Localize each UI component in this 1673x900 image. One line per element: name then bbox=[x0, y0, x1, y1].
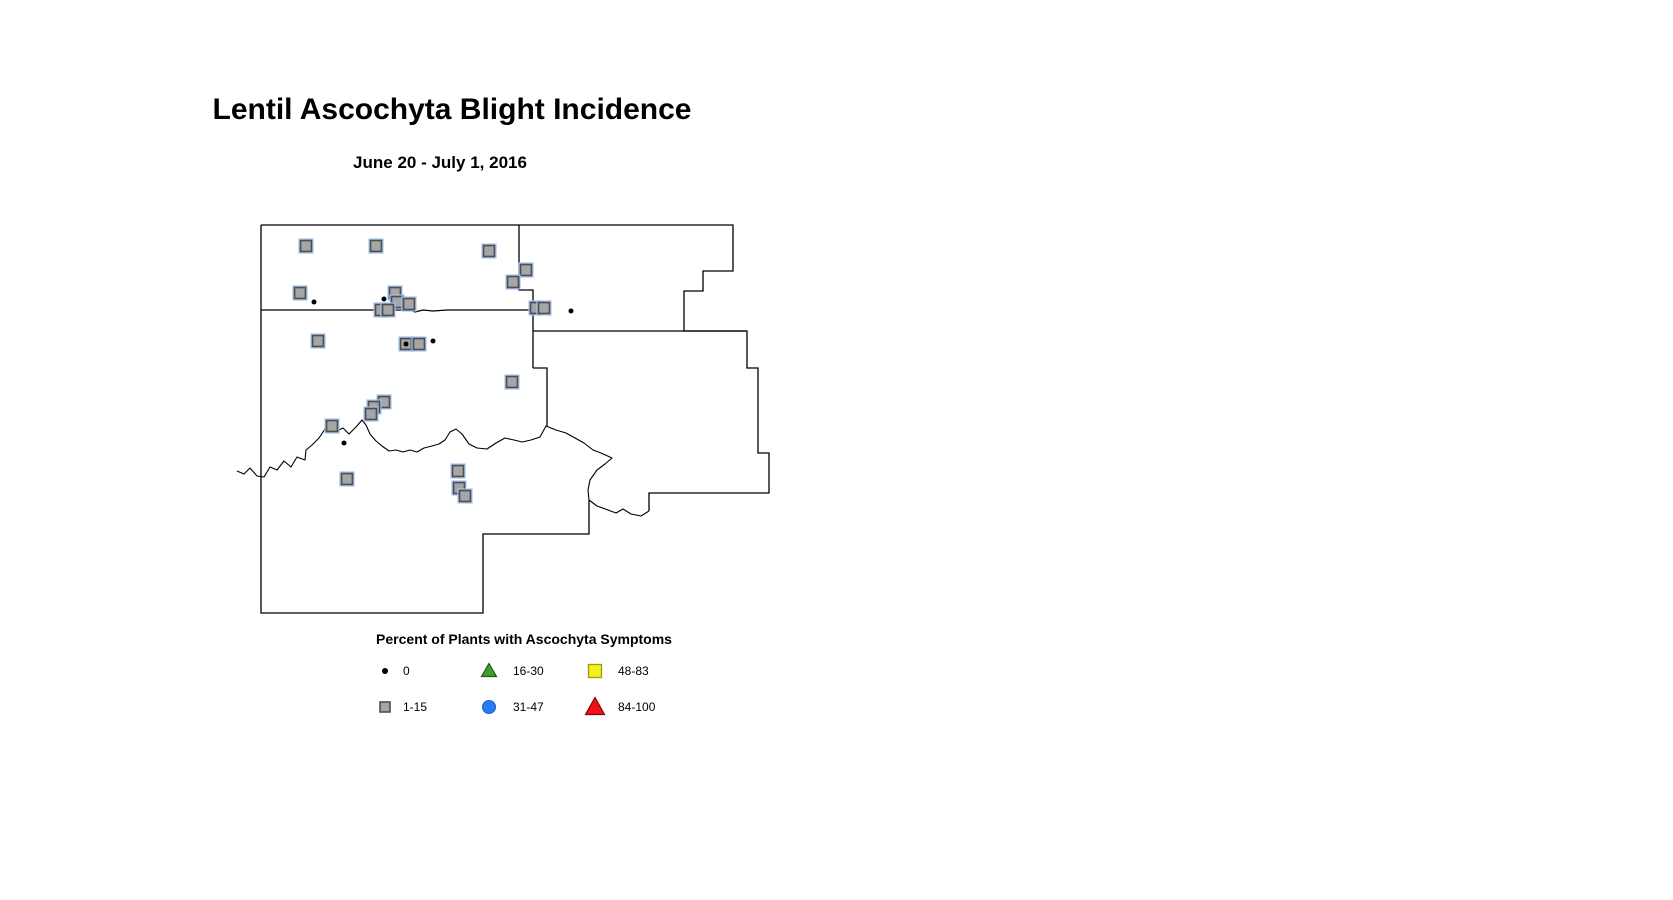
map-marker-dot-0 bbox=[404, 342, 409, 347]
gray-square-icon bbox=[380, 702, 390, 712]
map-marker-dot-0 bbox=[569, 309, 574, 314]
legend-marker-red-triangle bbox=[583, 695, 607, 719]
map-marker-square-1-15 bbox=[508, 277, 519, 288]
legend-marker-yellow-square bbox=[583, 659, 607, 683]
legend-marker-blue-circle bbox=[477, 695, 501, 719]
legend-marker-black-dot bbox=[373, 659, 397, 683]
map-marker-square-1-15 bbox=[295, 288, 306, 299]
red-triangle-icon bbox=[586, 698, 605, 715]
legend-title: Percent of Plants with Ascochyta Symptoms bbox=[376, 631, 672, 647]
map-marker-square-1-15 bbox=[313, 336, 324, 347]
map-marker-square-1-15 bbox=[484, 246, 495, 257]
figure-subtitle: June 20 - July 1, 2016 bbox=[353, 153, 527, 172]
map-marker-square-1-15 bbox=[507, 377, 518, 388]
map-marker-dot-0 bbox=[431, 339, 436, 344]
map-marker-square-1-15 bbox=[453, 466, 464, 477]
map-marker-square-1-15 bbox=[366, 409, 377, 420]
outline-southwest bbox=[261, 225, 589, 613]
legend-label-48-83: 48-83 bbox=[618, 664, 649, 678]
black-dot-icon bbox=[382, 668, 388, 674]
map-marker-square-1-15 bbox=[342, 474, 353, 485]
legend-label-84-100: 84-100 bbox=[618, 700, 656, 714]
county-line-northeast-step bbox=[519, 225, 533, 368]
map-marker-square-1-15 bbox=[371, 241, 382, 252]
county-line-southeast-step bbox=[533, 368, 547, 426]
river-line bbox=[237, 420, 649, 516]
legend-label-1-15: 1-15 bbox=[403, 700, 428, 714]
map-marker-square-1-15 bbox=[404, 299, 415, 310]
map-marker-square-1-15 bbox=[539, 303, 550, 314]
map-marker-square-1-15 bbox=[414, 339, 425, 350]
yellow-square-icon bbox=[589, 665, 602, 678]
map-marker-square-1-15 bbox=[301, 241, 312, 252]
map-marker-square-1-15 bbox=[521, 265, 532, 276]
outline-northeast bbox=[261, 225, 769, 511]
legend-marker-green-triangle bbox=[477, 659, 501, 683]
map-marker-square-1-15 bbox=[383, 305, 394, 316]
blue-circle-icon bbox=[483, 701, 496, 714]
map-marker-square-1-15 bbox=[327, 421, 338, 432]
map-marker-dot-0 bbox=[382, 297, 387, 302]
figure-title: Lentil Ascochyta Blight Incidence bbox=[212, 93, 692, 126]
map-marker-dot-0 bbox=[312, 300, 317, 305]
map-marker-square-1-15 bbox=[460, 491, 471, 502]
legend-label-16-30: 16-30 bbox=[513, 664, 544, 678]
legend-marker-gray-square bbox=[373, 695, 397, 719]
green-triangle-icon bbox=[482, 664, 497, 677]
legend-label-31-47: 31-47 bbox=[513, 700, 544, 714]
map-marker-dot-0 bbox=[342, 441, 347, 446]
county-line-north bbox=[261, 310, 533, 312]
legend-label-0: 0 bbox=[403, 664, 410, 678]
